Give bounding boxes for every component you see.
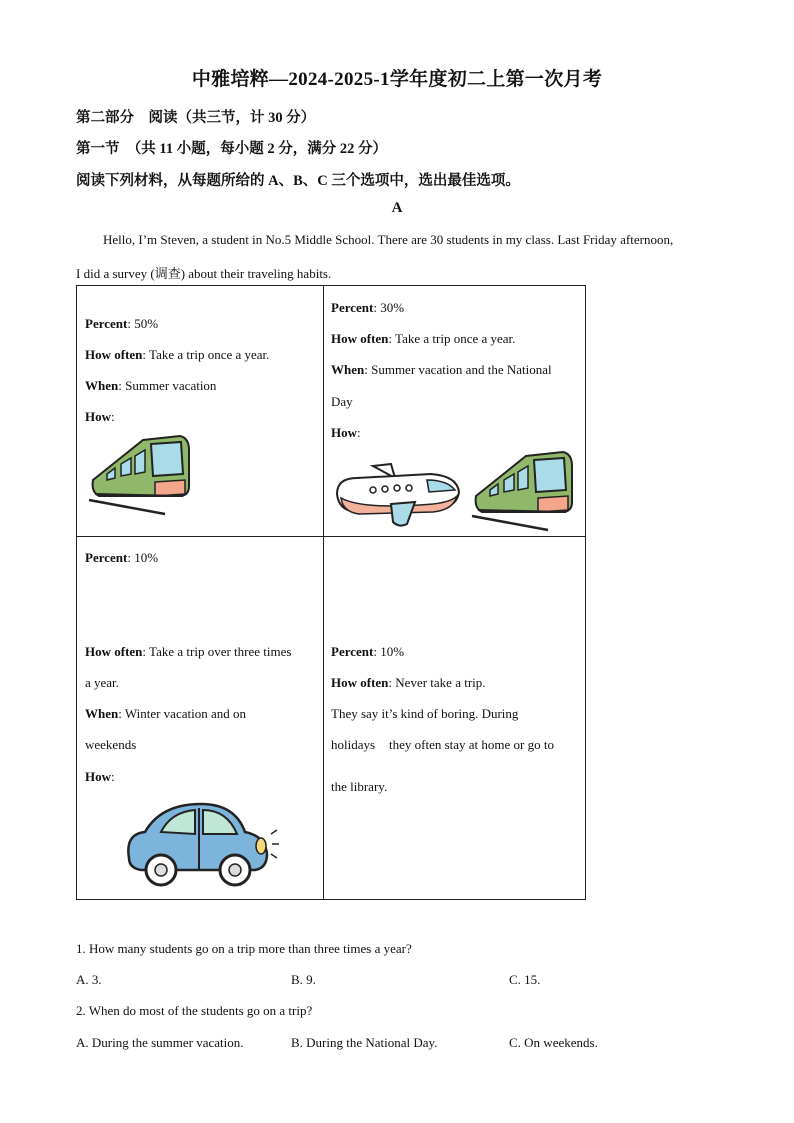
percent-label: Percent (85, 316, 128, 331)
when-label: When (85, 378, 119, 393)
airplane-icon (333, 458, 463, 530)
option-b[interactable]: B. During the National Day. (291, 1035, 438, 1050)
part-heading: 第二部分 阅读（共三节，计 30 分） (76, 110, 316, 126)
how-often-value: : Take a trip once a year. (142, 347, 270, 362)
cell-4-text-line-3: the library. (331, 779, 388, 794)
option-c[interactable]: C. On weekends. (509, 1035, 598, 1050)
how-often-value: : Take a trip once a year. (388, 331, 516, 346)
how-value: : (357, 425, 361, 440)
train-icon (85, 430, 195, 516)
table-divider-vertical (323, 286, 324, 899)
percent-label: Percent (331, 644, 374, 659)
option-b[interactable]: B. 9. (291, 972, 316, 987)
cell-4-text-line-2a: holidays (331, 737, 376, 752)
option-c[interactable]: C. 15. (509, 972, 541, 987)
how-label: How (85, 409, 111, 424)
car-icon (121, 794, 281, 890)
how-often-label: How often (85, 644, 143, 659)
when-label: When (331, 362, 365, 377)
how-often-label: How often (331, 331, 389, 346)
table-divider-horizontal (77, 536, 585, 537)
how-often-value: : Never take a trip. (388, 675, 486, 690)
when-value-continued: weekends (85, 737, 137, 752)
train-icon (467, 446, 579, 532)
instruction-text: 阅读下列材料，从每题所给的 A、B、C 三个选项中，选出最佳选项。 (76, 173, 520, 189)
question-stem: 2. When do most of the students go on a trip? (76, 1003, 313, 1018)
when-value: : Summer vacation (118, 378, 217, 393)
how-often-value: : Take a trip over three times (142, 644, 292, 659)
when-label: When (85, 706, 119, 721)
percent-label: Percent (85, 550, 128, 565)
question-stem: 1. How many students go on a trip more than three times a year? (76, 941, 412, 956)
survey-table (76, 285, 586, 900)
how-label: How (85, 769, 111, 784)
section-heading: 第一节 （共 11 小题，每小题 2 分，满分 22 分） (76, 141, 387, 157)
how-often-label: How often (85, 347, 143, 362)
passage-intro-line-2: I did a survey (调查) about their traveling habits. (76, 266, 332, 281)
cell-4-text-line-1: They say it’s kind of boring. During (331, 706, 519, 721)
when-value: : Winter vacation and on (118, 706, 246, 721)
page-title: 中雅培粹—2024-2025-1学年度初二上第一次月考 (191, 69, 603, 90)
percent-label: Percent (331, 300, 374, 315)
passage-intro-line-1: Hello, I’m Steven, a student in No.5 Middle School. There are 30 students in my class. Last Friday afternoon, (103, 232, 674, 247)
how-often-value-continued: a year. (85, 675, 119, 690)
percent-value: : 10% (127, 550, 159, 565)
how-often-label: How often (331, 675, 389, 690)
option-a[interactable]: A. During the summer vacation. (76, 1035, 244, 1050)
how-value: : (111, 769, 115, 784)
when-value-continued: Day (331, 394, 353, 409)
option-a[interactable]: A. 3. (76, 972, 102, 987)
how-label: How (331, 425, 357, 440)
percent-value: : 50% (127, 316, 159, 331)
when-value: : Summer vacation and the National (364, 362, 552, 377)
cell-4-text-line-2b: they often stay at home or go to (389, 737, 554, 752)
how-value: : (111, 409, 115, 424)
percent-value: : 10% (373, 644, 405, 659)
percent-value: : 30% (373, 300, 405, 315)
passage-label: A (391, 200, 403, 216)
